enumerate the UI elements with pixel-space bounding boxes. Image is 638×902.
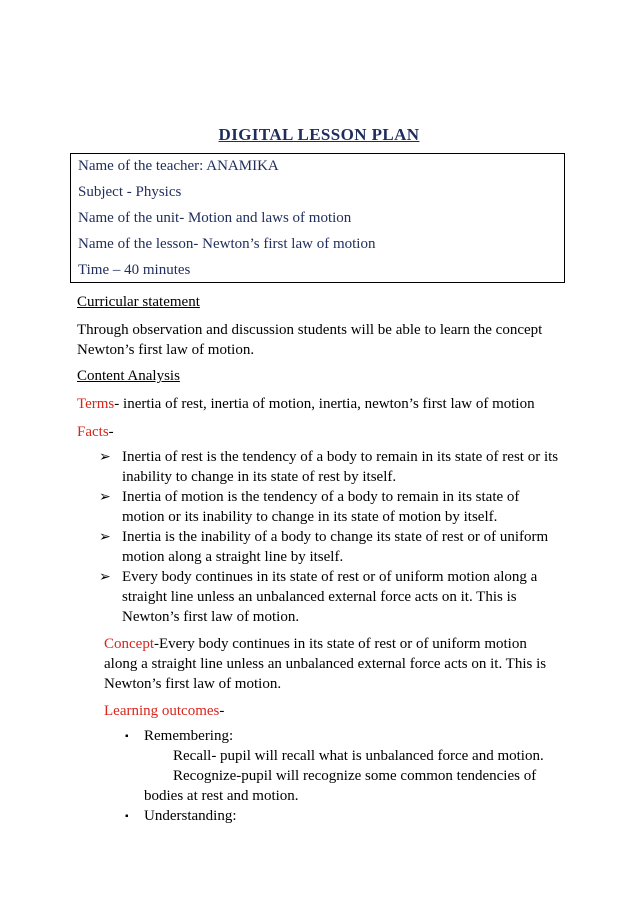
learning-outcomes-dash: - [219, 703, 225, 719]
square-bullet-icon: ▪ [125, 811, 129, 822]
page-title: DIGITAL LESSON PLAN [218, 125, 420, 144]
concept-line-2: along a straight line unless an unbalanced external force acts on it. This is [104, 656, 547, 672]
recognize-line-1: Recognize-pupil will recognize some common tendencies of [173, 768, 537, 784]
fact-4-line-1: Every body continues in its state of rest or of uniform motion along a [122, 569, 538, 585]
fact-3-line-1: Inertia is the inability of a body to change its state of rest or of uniform [122, 529, 549, 545]
fact-1-line-1: Inertia of rest is the tendency of a body to remain in its state of rest or its [122, 449, 559, 465]
fact-1-line-2: inability to change in its state of rest by itself. [122, 469, 397, 485]
fact-4-line-3: Newton’s first law of motion. [122, 609, 300, 625]
recall-line: Recall- pupil will recall what is unbalanced force and motion. [173, 748, 544, 764]
unit-name: Name of the unit- Motion and laws of motion [78, 210, 352, 226]
arrow-bullet-icon: ➢ [99, 530, 111, 545]
facts-label: Facts [77, 424, 109, 440]
fact-2-line-1: Inertia of motion is the tendency of a body to remain in its state of [122, 489, 520, 505]
concept-line-1 [104, 634, 527, 654]
terms-line [77, 394, 535, 414]
learning-outcomes-heading [104, 701, 224, 721]
curricular-line-1: Through observation and discussion students will be able to learn the concept [77, 322, 543, 338]
arrow-bullet-icon: ➢ [99, 450, 111, 465]
facts-dash: - [108, 424, 114, 440]
square-bullet-icon: ▪ [125, 731, 129, 742]
remembering-label: Remembering: [144, 728, 234, 744]
curricular-line-2: Newton’s first law of motion. [77, 342, 255, 358]
time: Time – 40 minutes [78, 262, 191, 278]
arrow-bullet-icon: ➢ [99, 490, 111, 505]
recognize-line-2: bodies at rest and motion. [144, 788, 299, 804]
fact-3-line-2: motion along a straight line by itself. [122, 549, 344, 565]
concept-line-3: Newton’s first law of motion. [104, 676, 282, 692]
facts-heading [77, 422, 114, 442]
subject: Subject - Physics [78, 184, 182, 200]
concept-label: Concept [104, 636, 154, 652]
terms-label: Terms [77, 396, 115, 412]
fact-4-line-2: straight line unless an unbalanced external force acts on it. This is [122, 589, 517, 605]
concept-text: -Every body continues in its state of rest or of uniform motion [154, 636, 527, 652]
understanding-label: Understanding: [144, 808, 237, 824]
content-analysis-heading: Content Analysis [77, 368, 180, 384]
lesson-name: Name of the lesson- Newton’s first law of motion [78, 236, 376, 252]
curricular-heading: Curricular statement [77, 294, 200, 310]
arrow-bullet-icon: ➢ [99, 570, 111, 585]
terms-text: - inertia of rest, inertia of motion, inertia, newton’s first law of motion [114, 396, 535, 412]
learning-outcomes-label: Learning outcomes [104, 703, 220, 719]
lesson-info-box [70, 153, 565, 283]
teacher-name: Name of the teacher: ANAMIKA [78, 158, 279, 174]
fact-2-line-2: motion or its inability to change in its state of motion by itself. [122, 509, 498, 525]
